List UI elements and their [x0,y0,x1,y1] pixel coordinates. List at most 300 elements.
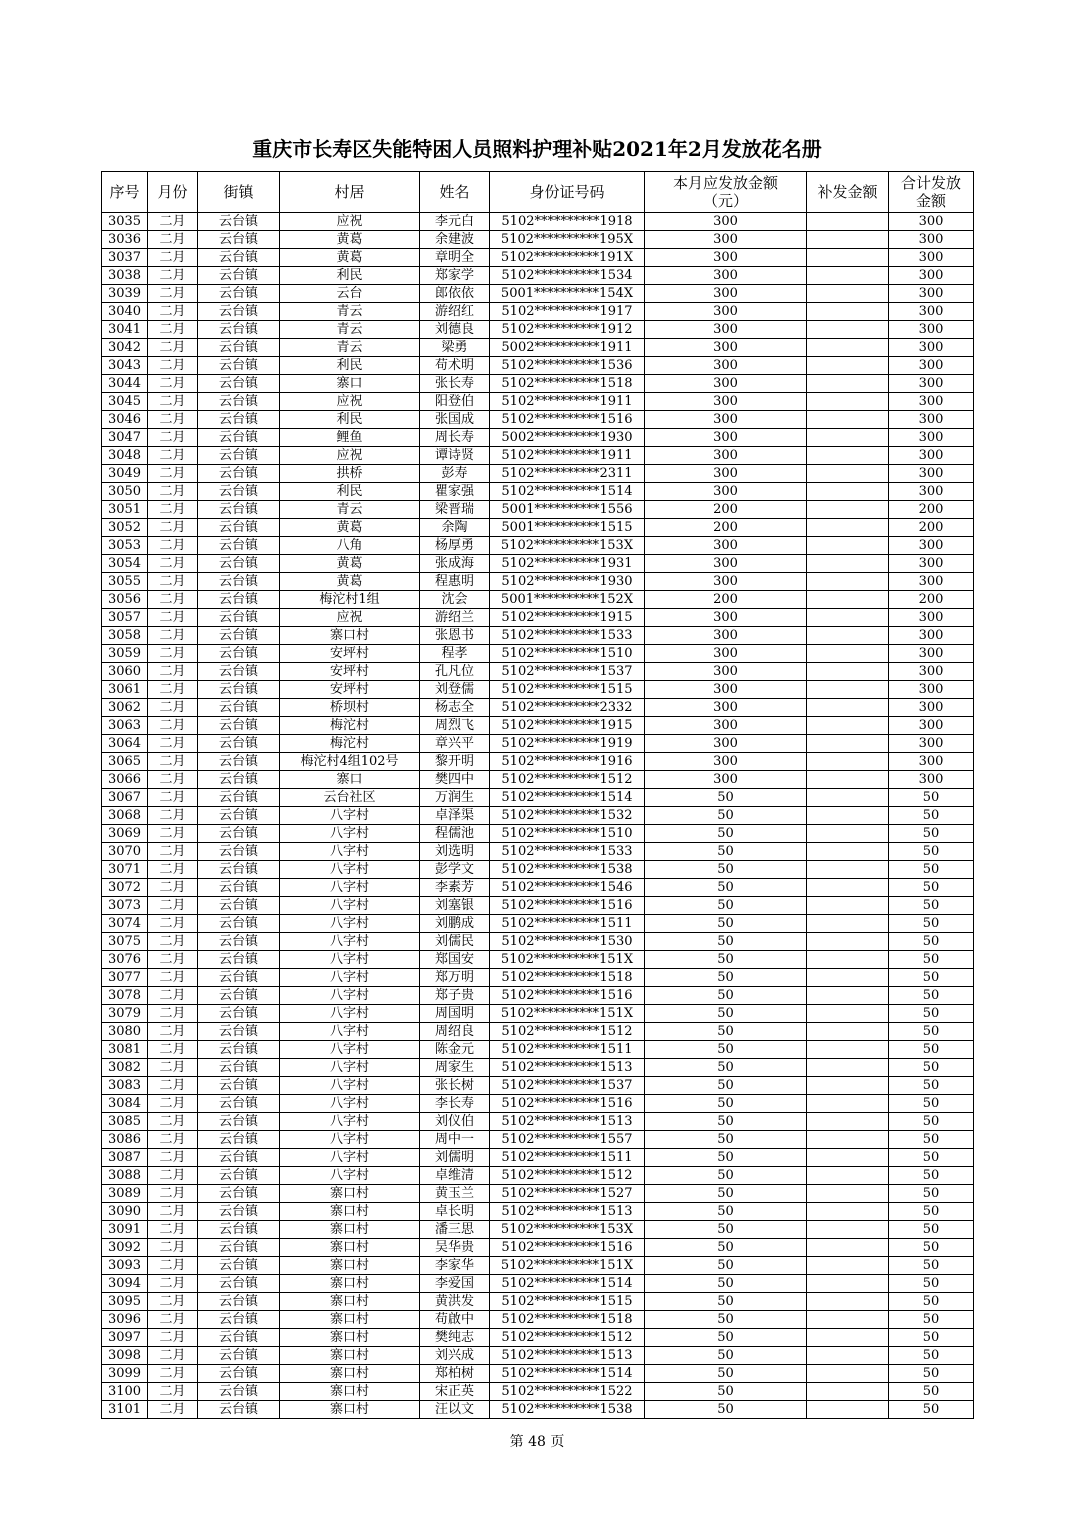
table-row [102,1113,974,1131]
table-row [102,699,974,717]
cell-total: 50 [889,933,974,951]
cell-month: 二月 [148,249,198,267]
table-row [102,1257,974,1275]
cell-total: 50 [889,1131,974,1149]
cell-town: 云台镇 [198,1095,280,1113]
cell-name: 李元白 [420,213,490,231]
cell-town: 云台镇 [198,1293,280,1311]
cell-town: 云台镇 [198,321,280,339]
cell-town: 云台镇 [198,1329,280,1347]
cell-village: 青云 [280,303,420,321]
table-row [102,663,974,681]
cell-supplement [807,393,889,411]
cell-total: 50 [889,843,974,861]
cell-month: 二月 [148,1167,198,1185]
cell-total: 50 [889,1347,974,1365]
cell-name: 游绍红 [420,303,490,321]
cell-supplement [807,807,889,825]
header-due-line1: 本月应发放金额 [672,174,778,192]
cell-id: 5102**********1912 [490,321,645,339]
cell-seq: 3077 [102,969,148,987]
cell-due-amount: 300 [645,735,807,753]
cell-due-amount: 200 [645,591,807,609]
cell-name: 彭寿 [420,465,490,483]
cell-month: 二月 [148,897,198,915]
cell-month: 二月 [148,1203,198,1221]
cell-total: 50 [889,969,974,987]
table-row [102,249,974,267]
cell-town: 云台镇 [198,213,280,231]
cell-name: 阳登伯 [420,393,490,411]
cell-seq: 3064 [102,735,148,753]
table-row [102,753,974,771]
cell-supplement [807,1077,889,1095]
cell-supplement [807,627,889,645]
cell-name: 刘塞银 [420,897,490,915]
cell-due-amount: 300 [645,483,807,501]
table-row [102,303,974,321]
cell-supplement [807,501,889,519]
cell-due-amount: 300 [645,285,807,303]
cell-due-amount: 50 [645,1167,807,1185]
cell-due-amount: 50 [645,1275,807,1293]
cell-id: 5102**********191X [490,249,645,267]
table-row [102,789,974,807]
cell-seq: 3061 [102,681,148,699]
cell-town: 云台镇 [198,825,280,843]
cell-month: 二月 [148,1383,198,1401]
cell-seq: 3055 [102,573,148,591]
cell-seq: 3042 [102,339,148,357]
cell-total: 300 [889,465,974,483]
cell-name: 程孝 [420,645,490,663]
cell-village: 寨口村 [280,627,420,645]
cell-month: 二月 [148,231,198,249]
table-row [102,1203,974,1221]
cell-seq: 3080 [102,1023,148,1041]
cell-seq: 3059 [102,645,148,663]
header-month: 月份 [148,172,198,213]
cell-total: 300 [889,537,974,555]
cell-village: 寨口村 [280,1347,420,1365]
cell-due-amount: 300 [645,231,807,249]
cell-town: 云台镇 [198,627,280,645]
cell-month: 二月 [148,609,198,627]
cell-total: 300 [889,303,974,321]
cell-seq: 3049 [102,465,148,483]
table-row [102,933,974,951]
cell-due-amount: 50 [645,1185,807,1203]
cell-due-amount: 50 [645,1365,807,1383]
cell-village: 八字村 [280,987,420,1005]
cell-total: 200 [889,591,974,609]
cell-month: 二月 [148,483,198,501]
cell-supplement [807,1365,889,1383]
cell-village: 八字村 [280,915,420,933]
cell-total: 50 [889,879,974,897]
cell-seq: 3063 [102,717,148,735]
cell-name: 刘选明 [420,843,490,861]
cell-name: 郑柏树 [420,1365,490,1383]
cell-village: 寨口村 [280,1293,420,1311]
cell-due-amount: 50 [645,1095,807,1113]
cell-supplement [807,1023,889,1041]
cell-total: 50 [889,1275,974,1293]
table-row [102,1059,974,1077]
cell-supplement [807,321,889,339]
cell-village: 利民 [280,411,420,429]
cell-due-amount: 50 [645,1401,807,1419]
cell-month: 二月 [148,663,198,681]
cell-seq: 3056 [102,591,148,609]
cell-village: 寨口村 [280,1365,420,1383]
cell-supplement [807,429,889,447]
cell-month: 二月 [148,825,198,843]
cell-due-amount: 50 [645,933,807,951]
cell-total: 300 [889,627,974,645]
header-name: 姓名 [420,172,490,213]
cell-supplement [807,231,889,249]
cell-month: 二月 [148,1311,198,1329]
cell-total: 300 [889,753,974,771]
cell-name: 刘德良 [420,321,490,339]
cell-id: 5102**********1532 [490,807,645,825]
cell-town: 云台镇 [198,645,280,663]
cell-due-amount: 300 [645,321,807,339]
cell-village: 黄葛 [280,555,420,573]
table-row [102,591,974,609]
cell-month: 二月 [148,591,198,609]
cell-month: 二月 [148,303,198,321]
cell-month: 二月 [148,1005,198,1023]
cell-village: 寨口村 [280,1311,420,1329]
cell-total: 50 [889,1095,974,1113]
cell-town: 云台镇 [198,447,280,465]
cell-name: 卓长明 [420,1203,490,1221]
cell-seq: 3085 [102,1113,148,1131]
cell-name: 樊四中 [420,771,490,789]
cell-village: 安坪村 [280,645,420,663]
cell-id: 5102**********151X [490,1005,645,1023]
cell-total: 50 [889,789,974,807]
cell-name: 刘兴成 [420,1347,490,1365]
header-id: 身份证号码 [490,172,645,213]
cell-month: 二月 [148,987,198,1005]
cell-total: 300 [889,375,974,393]
cell-due-amount: 50 [645,1347,807,1365]
cell-seq: 3048 [102,447,148,465]
cell-due-amount: 300 [645,465,807,483]
table-row [102,1095,974,1113]
cell-month: 二月 [148,735,198,753]
cell-due-amount: 50 [645,969,807,987]
cell-seq: 3072 [102,879,148,897]
cell-village: 寨口村 [280,1383,420,1401]
cell-total: 50 [889,1185,974,1203]
table-row [102,375,974,393]
cell-due-amount: 50 [645,1257,807,1275]
cell-total: 50 [889,897,974,915]
cell-supplement [807,1095,889,1113]
cell-village: 桥坝村 [280,699,420,717]
cell-seq: 3057 [102,609,148,627]
cell-name: 黄玉兰 [420,1185,490,1203]
cell-village: 寨口村 [280,1257,420,1275]
cell-total: 300 [889,663,974,681]
cell-town: 云台镇 [198,1023,280,1041]
cell-village: 八字村 [280,1041,420,1059]
cell-town: 云台镇 [198,1275,280,1293]
cell-town: 云台镇 [198,987,280,1005]
table-row [102,609,974,627]
cell-name: 郑子贵 [420,987,490,1005]
cell-town: 云台镇 [198,501,280,519]
cell-town: 云台镇 [198,843,280,861]
cell-name: 周国明 [420,1005,490,1023]
cell-supplement [807,843,889,861]
cell-seq: 3083 [102,1077,148,1095]
cell-total: 50 [889,1383,974,1401]
cell-town: 云台镇 [198,1239,280,1257]
cell-due-amount: 200 [645,501,807,519]
cell-village: 安坪村 [280,663,420,681]
cell-name: 周绍良 [420,1023,490,1041]
cell-name: 游绍兰 [420,609,490,627]
cell-name: 章明全 [420,249,490,267]
cell-due-amount: 50 [645,1131,807,1149]
cell-total: 50 [889,861,974,879]
cell-seq: 3068 [102,807,148,825]
cell-total: 50 [889,1041,974,1059]
cell-village: 黄葛 [280,231,420,249]
cell-name: 梁勇 [420,339,490,357]
cell-village: 寨口村 [280,1203,420,1221]
cell-due-amount: 300 [645,267,807,285]
table-row [102,1293,974,1311]
cell-supplement [807,447,889,465]
table-row [102,447,974,465]
cell-seq: 3039 [102,285,148,303]
cell-supplement [807,825,889,843]
cell-town: 云台镇 [198,339,280,357]
cell-month: 二月 [148,699,198,717]
cell-seq: 3045 [102,393,148,411]
cell-supplement [807,681,889,699]
cell-supplement [807,897,889,915]
cell-name: 樊纯志 [420,1329,490,1347]
cell-town: 云台镇 [198,1365,280,1383]
cell-total: 300 [889,573,974,591]
cell-id: 5001**********1515 [490,519,645,537]
table-row [102,735,974,753]
cell-supplement [807,573,889,591]
cell-due-amount: 300 [645,609,807,627]
cell-id: 5102**********1930 [490,573,645,591]
cell-month: 二月 [148,1077,198,1095]
cell-due-amount: 50 [645,1077,807,1095]
cell-village: 应祝 [280,447,420,465]
cell-seq: 3098 [102,1347,148,1365]
cell-id: 5102**********1516 [490,411,645,429]
cell-total: 300 [889,285,974,303]
cell-total: 300 [889,681,974,699]
cell-town: 云台镇 [198,1185,280,1203]
cell-month: 二月 [148,501,198,519]
cell-due-amount: 50 [645,789,807,807]
cell-town: 云台镇 [198,879,280,897]
cell-village: 云台社区 [280,789,420,807]
cell-due-amount: 300 [645,717,807,735]
cell-seq: 3066 [102,771,148,789]
cell-name: 周中一 [420,1131,490,1149]
cell-seq: 3041 [102,321,148,339]
table-row [102,429,974,447]
cell-name: 程儒池 [420,825,490,843]
cell-seq: 3091 [102,1221,148,1239]
cell-supplement [807,969,889,987]
cell-month: 二月 [148,465,198,483]
cell-town: 云台镇 [198,1005,280,1023]
cell-total: 50 [889,1221,974,1239]
cell-id: 5102**********1557 [490,1131,645,1149]
cell-total: 50 [889,951,974,969]
cell-village: 梅沱村1组 [280,591,420,609]
cell-seq: 3036 [102,231,148,249]
cell-name: 郑万明 [420,969,490,987]
cell-name: 杨厚勇 [420,537,490,555]
cell-month: 二月 [148,1329,198,1347]
cell-month: 二月 [148,771,198,789]
cell-total: 50 [889,1059,974,1077]
cell-id: 5102**********1916 [490,753,645,771]
cell-village: 八字村 [280,897,420,915]
cell-town: 云台镇 [198,357,280,375]
cell-id: 5102**********1918 [490,213,645,231]
cell-total: 50 [889,1365,974,1383]
cell-id: 5102**********1919 [490,735,645,753]
cell-id: 5102**********1514 [490,1275,645,1293]
cell-month: 二月 [148,1257,198,1275]
cell-town: 云台镇 [198,1077,280,1095]
cell-total: 300 [889,555,974,573]
table-row [102,573,974,591]
cell-month: 二月 [148,1041,198,1059]
cell-village: 寨口村 [280,1329,420,1347]
cell-town: 云台镇 [198,483,280,501]
table-row [102,879,974,897]
cell-id: 5102**********1512 [490,1167,645,1185]
cell-total: 50 [889,1023,974,1041]
cell-supplement [807,285,889,303]
cell-town: 云台镇 [198,735,280,753]
header-total [889,172,974,213]
table-row [102,213,974,231]
cell-seq: 3100 [102,1383,148,1401]
cell-village: 青云 [280,321,420,339]
cell-supplement [807,1239,889,1257]
cell-seq: 3040 [102,303,148,321]
cell-supplement [807,1221,889,1239]
roster-table [101,171,974,1419]
cell-id: 5102**********1530 [490,933,645,951]
cell-id: 5102**********1513 [490,1347,645,1365]
cell-id: 5001**********154X [490,285,645,303]
cell-supplement [807,1293,889,1311]
cell-town: 云台镇 [198,429,280,447]
cell-month: 二月 [148,717,198,735]
cell-due-amount: 50 [645,1311,807,1329]
cell-seq: 3054 [102,555,148,573]
cell-month: 二月 [148,1059,198,1077]
table-row [102,1383,974,1401]
cell-village: 八字村 [280,933,420,951]
cell-id: 5102**********1511 [490,915,645,933]
cell-month: 二月 [148,339,198,357]
cell-supplement [807,1401,889,1419]
cell-total: 300 [889,429,974,447]
cell-month: 二月 [148,411,198,429]
cell-supplement [807,267,889,285]
cell-total: 300 [889,321,974,339]
page-title: 重庆市长寿区失能特困人员照料护理补贴2021年2月发放花名册 [252,137,822,161]
cell-town: 云台镇 [198,591,280,609]
cell-supplement [807,1113,889,1131]
cell-month: 二月 [148,555,198,573]
cell-town: 云台镇 [198,555,280,573]
cell-town: 云台镇 [198,771,280,789]
cell-id: 5102**********1915 [490,609,645,627]
cell-name: 谭诗贤 [420,447,490,465]
table-row [102,501,974,519]
cell-supplement [807,213,889,231]
cell-name: 李爱国 [420,1275,490,1293]
cell-supplement [807,1203,889,1221]
cell-supplement [807,753,889,771]
cell-supplement [807,483,889,501]
cell-village: 八字村 [280,1095,420,1113]
cell-name: 黎开明 [420,753,490,771]
cell-village: 八字村 [280,843,420,861]
table-row [102,627,974,645]
table-row [102,555,974,573]
cell-id: 5102**********1534 [490,267,645,285]
cell-id: 5001**********152X [490,591,645,609]
table-row [102,1131,974,1149]
table-row [102,987,974,1005]
cell-village: 八字村 [280,1149,420,1167]
cell-due-amount: 50 [645,1203,807,1221]
cell-seq: 3070 [102,843,148,861]
cell-seq: 3050 [102,483,148,501]
cell-name: 李长寿 [420,1095,490,1113]
cell-due-amount: 50 [645,1329,807,1347]
cell-name: 章兴平 [420,735,490,753]
cell-supplement [807,1185,889,1203]
cell-seq: 3052 [102,519,148,537]
cell-month: 二月 [148,1113,198,1131]
cell-town: 云台镇 [198,1113,280,1131]
cell-town: 云台镇 [198,807,280,825]
cell-name: 吴华贵 [420,1239,490,1257]
cell-town: 云台镇 [198,951,280,969]
cell-due-amount: 300 [645,303,807,321]
cell-name: 孔凡位 [420,663,490,681]
cell-id: 5102**********1533 [490,627,645,645]
table-row [102,411,974,429]
cell-total: 50 [889,807,974,825]
cell-month: 二月 [148,645,198,663]
cell-name: 李素芳 [420,879,490,897]
